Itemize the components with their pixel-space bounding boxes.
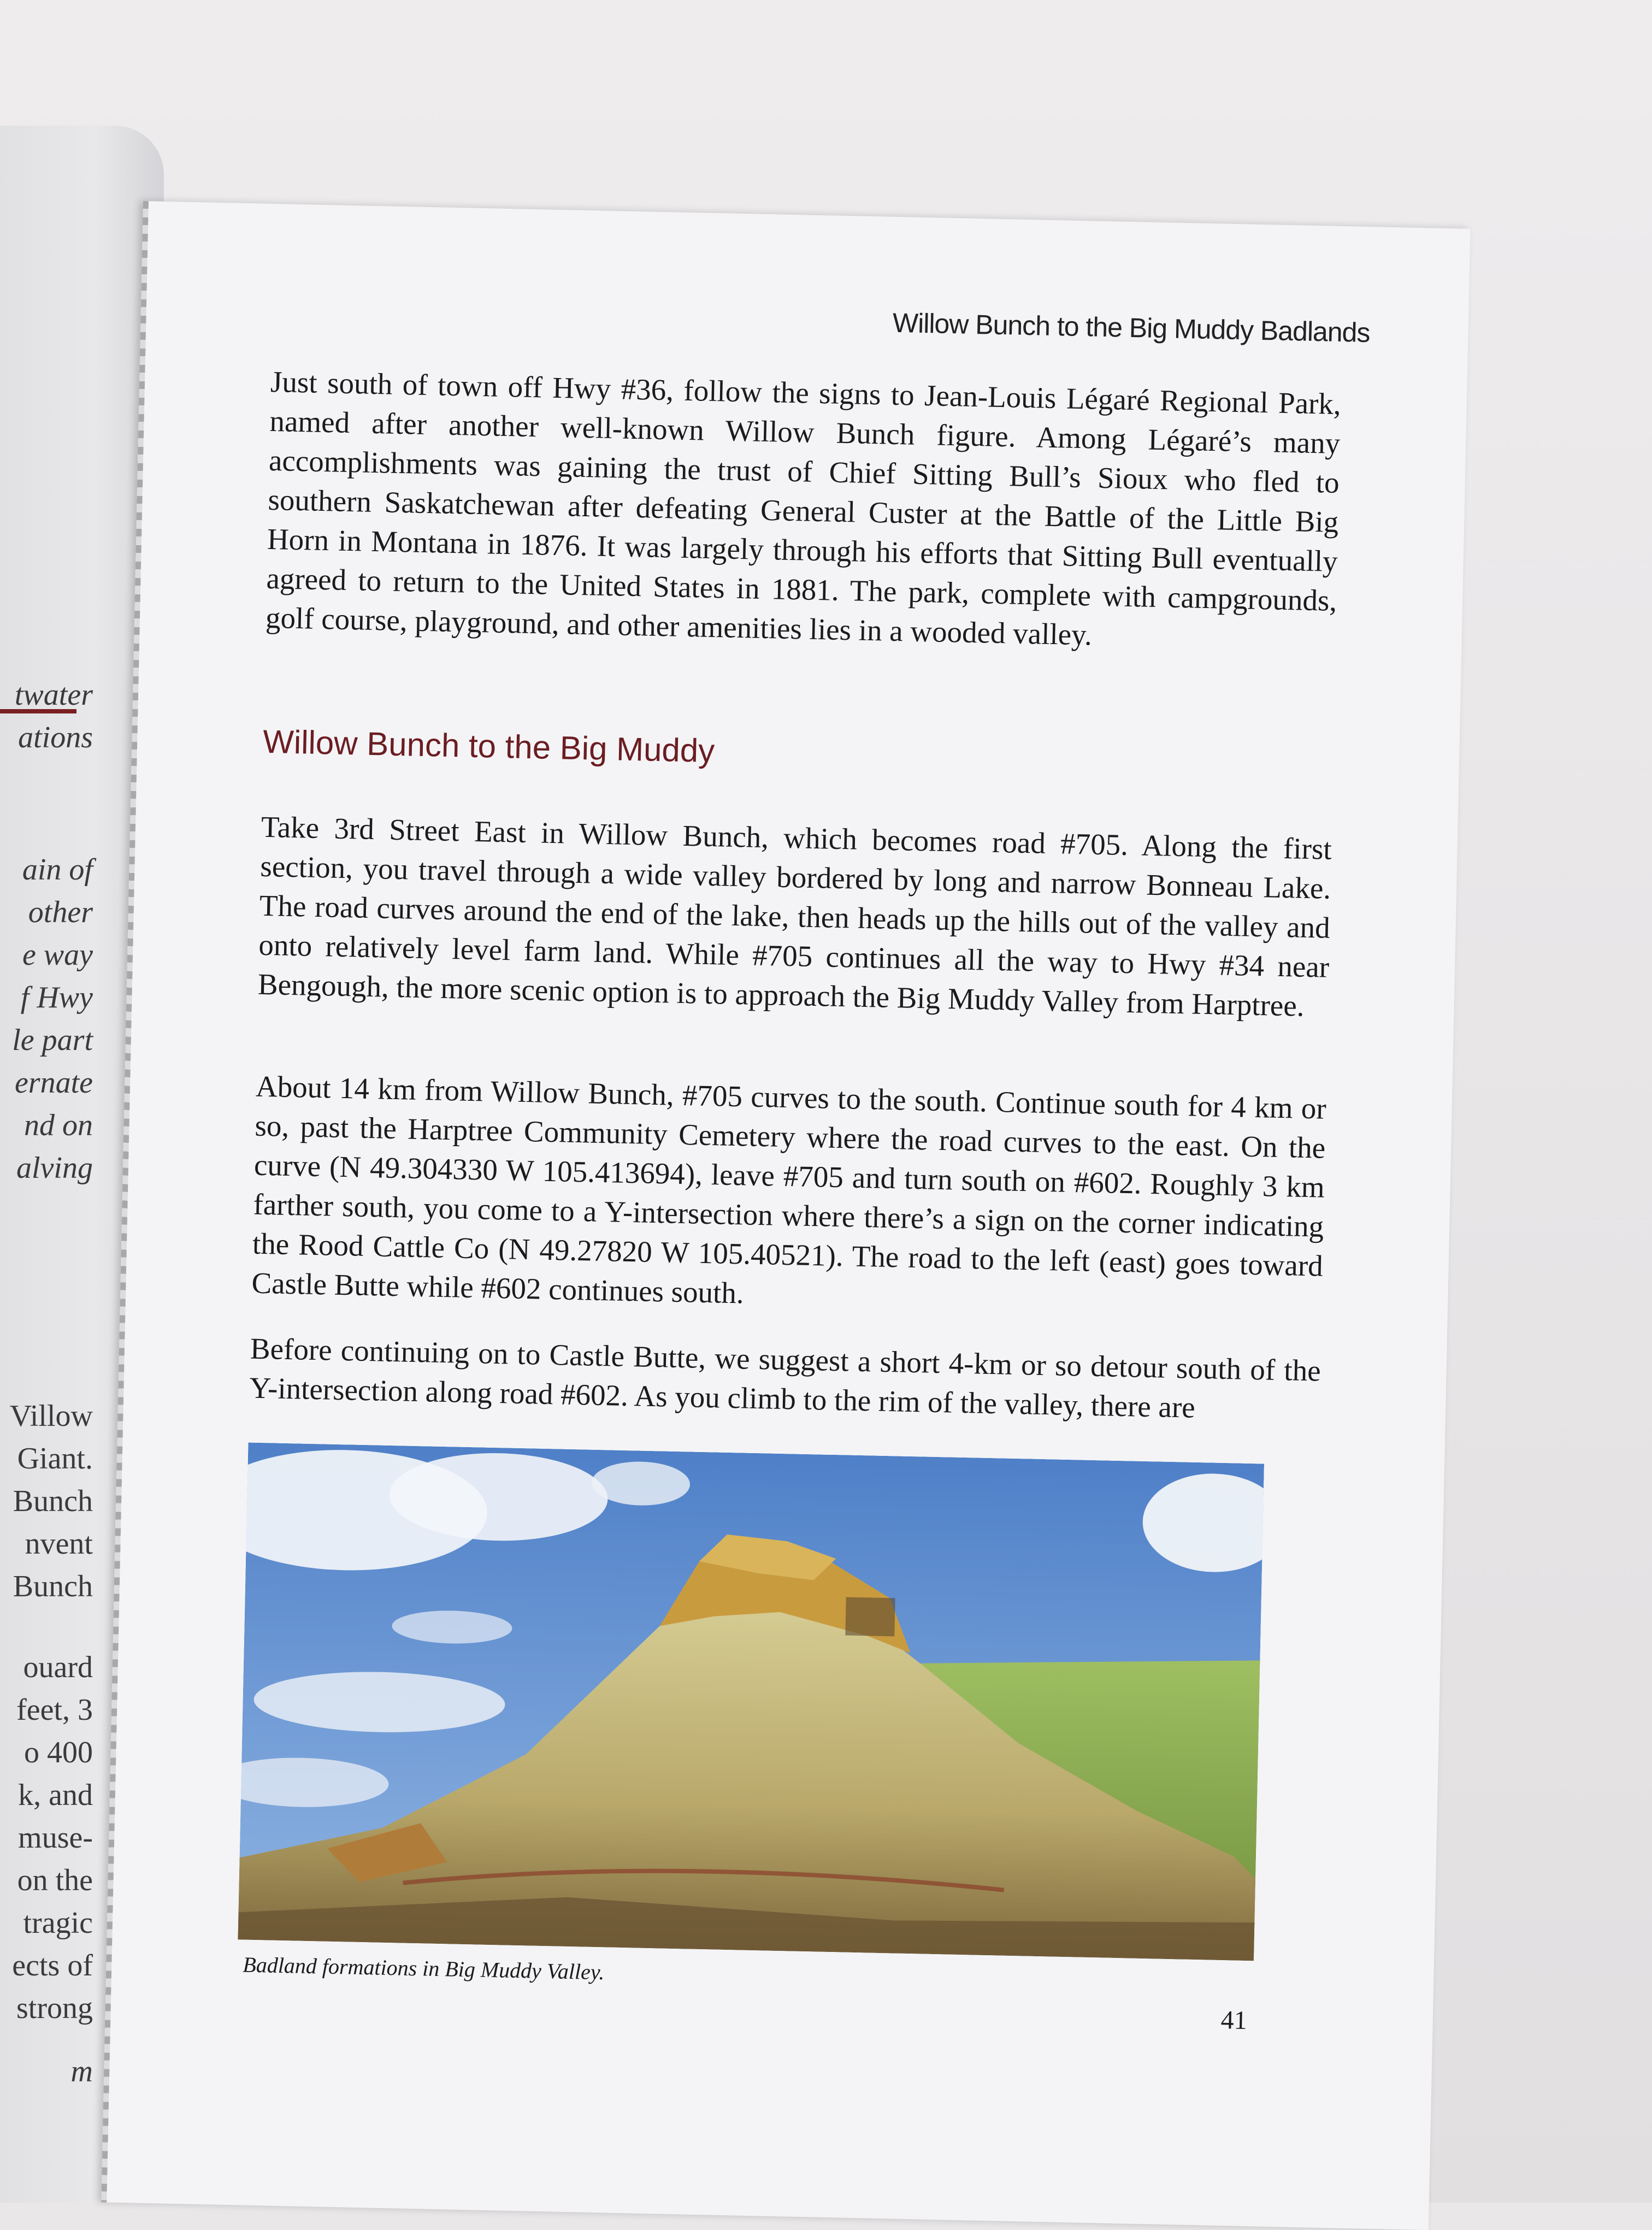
badlands-photo (238, 1443, 1264, 1961)
running-head: Willow Bunch to the Big Muddy Badlands (892, 307, 1371, 349)
previous-page-line: ects of (12, 1949, 93, 1983)
book-page (101, 201, 1470, 2230)
previous-page-line: on the (17, 1863, 93, 1897)
page-number: 41 (1220, 2005, 1248, 2036)
previous-page-line: nd on (24, 1108, 93, 1142)
previous-page-line: Giant. (17, 1442, 93, 1476)
previous-page-line: m (70, 2055, 93, 2089)
previous-page-line: Bunch (13, 1570, 93, 1603)
previous-page-line: alving (16, 1151, 93, 1185)
paragraph-1: Just south of town off Hwy #36, follow the signs to Jean-Louis Légaré Regional Park, named after another well-known Willow Bunch figure. Among Légaré’s many accomplishments was gaining the trust of Chief Sitting Bull’s Sioux who fled to southern Saskatchewan after defeating General Custer at the Battle of the Little Big Horn in Montana in 1876. It was largely through his efforts that Sitting Bull eventually agreed to return to the United States in 1881. The park, complete with campgrounds, golf course, playground, and other amenities lies in a wooded valley. (265, 364, 1342, 652)
previous-page-line: e way (22, 938, 93, 972)
previous-page-line: tragic (23, 1906, 93, 1940)
previous-page-line: feet, 3 (16, 1693, 93, 1727)
section-title: Willow Bunch to the Big Muddy (262, 723, 715, 770)
previous-page-line: ain of (22, 853, 93, 887)
previous-page-line: twater (14, 678, 93, 712)
previous-page-line: Villow (9, 1399, 93, 1433)
previous-page-line: le part (12, 1023, 93, 1057)
previous-page-line: ouard (23, 1650, 93, 1684)
previous-page-line: o 400 (24, 1736, 93, 1769)
previous-page-line: k, and (18, 1778, 93, 1812)
previous-page-line: nvent (25, 1527, 93, 1561)
previous-page-line: f Hwy (20, 981, 93, 1014)
previous-page-line: ernate (14, 1066, 93, 1100)
previous-page-line: strong (16, 1991, 93, 2025)
previous-page-line: ations (18, 721, 93, 754)
paragraph-4: Before continuing on to Castle Butte, we suggest a short 4-km or so detour south of the Y-intersection along road #602. As you climb to the rim of the valley, there are (249, 1331, 1321, 1424)
previous-page-line: other (28, 895, 93, 929)
badlands-image (238, 1443, 1264, 1961)
photo-caption: Badland formations in Big Muddy Valley. (242, 1952, 605, 1985)
previous-page-line: Bunch (13, 1484, 93, 1518)
previous-page-line: muse- (18, 1821, 93, 1855)
paragraph-3: About 14 km from Willow Bunch, #705 curves to the south. Continue south for 4 km or so, past the Harptree Community Cemetery where the road curves to the east. On the curve (N 49.304330 W 105.413694), leave #705 and turn south on #602. Roughly 3 km farther south, you come to a Y-intersection where there’s a sign on the corner indicating the Rood Cattle Co (N 49.27820 W 105.40521). The road to the left (east) goes toward Castle Butte while #602 continues south. (251, 1069, 1327, 1310)
paragraph-2: Take 3rd Street East in Willow Bunch, which becomes road #705. Along the first section, you travel through a wide valley bordered by long and narrow Bonneau Lake. The road curves around the end of the lake, then heads up the hills out of the valley and onto relatively level farm land. While #705 continues all the way to Hwy #34 near Bengough, the more scenic option is to approach the Big Muddy Valley from Harptree. (257, 810, 1332, 1023)
